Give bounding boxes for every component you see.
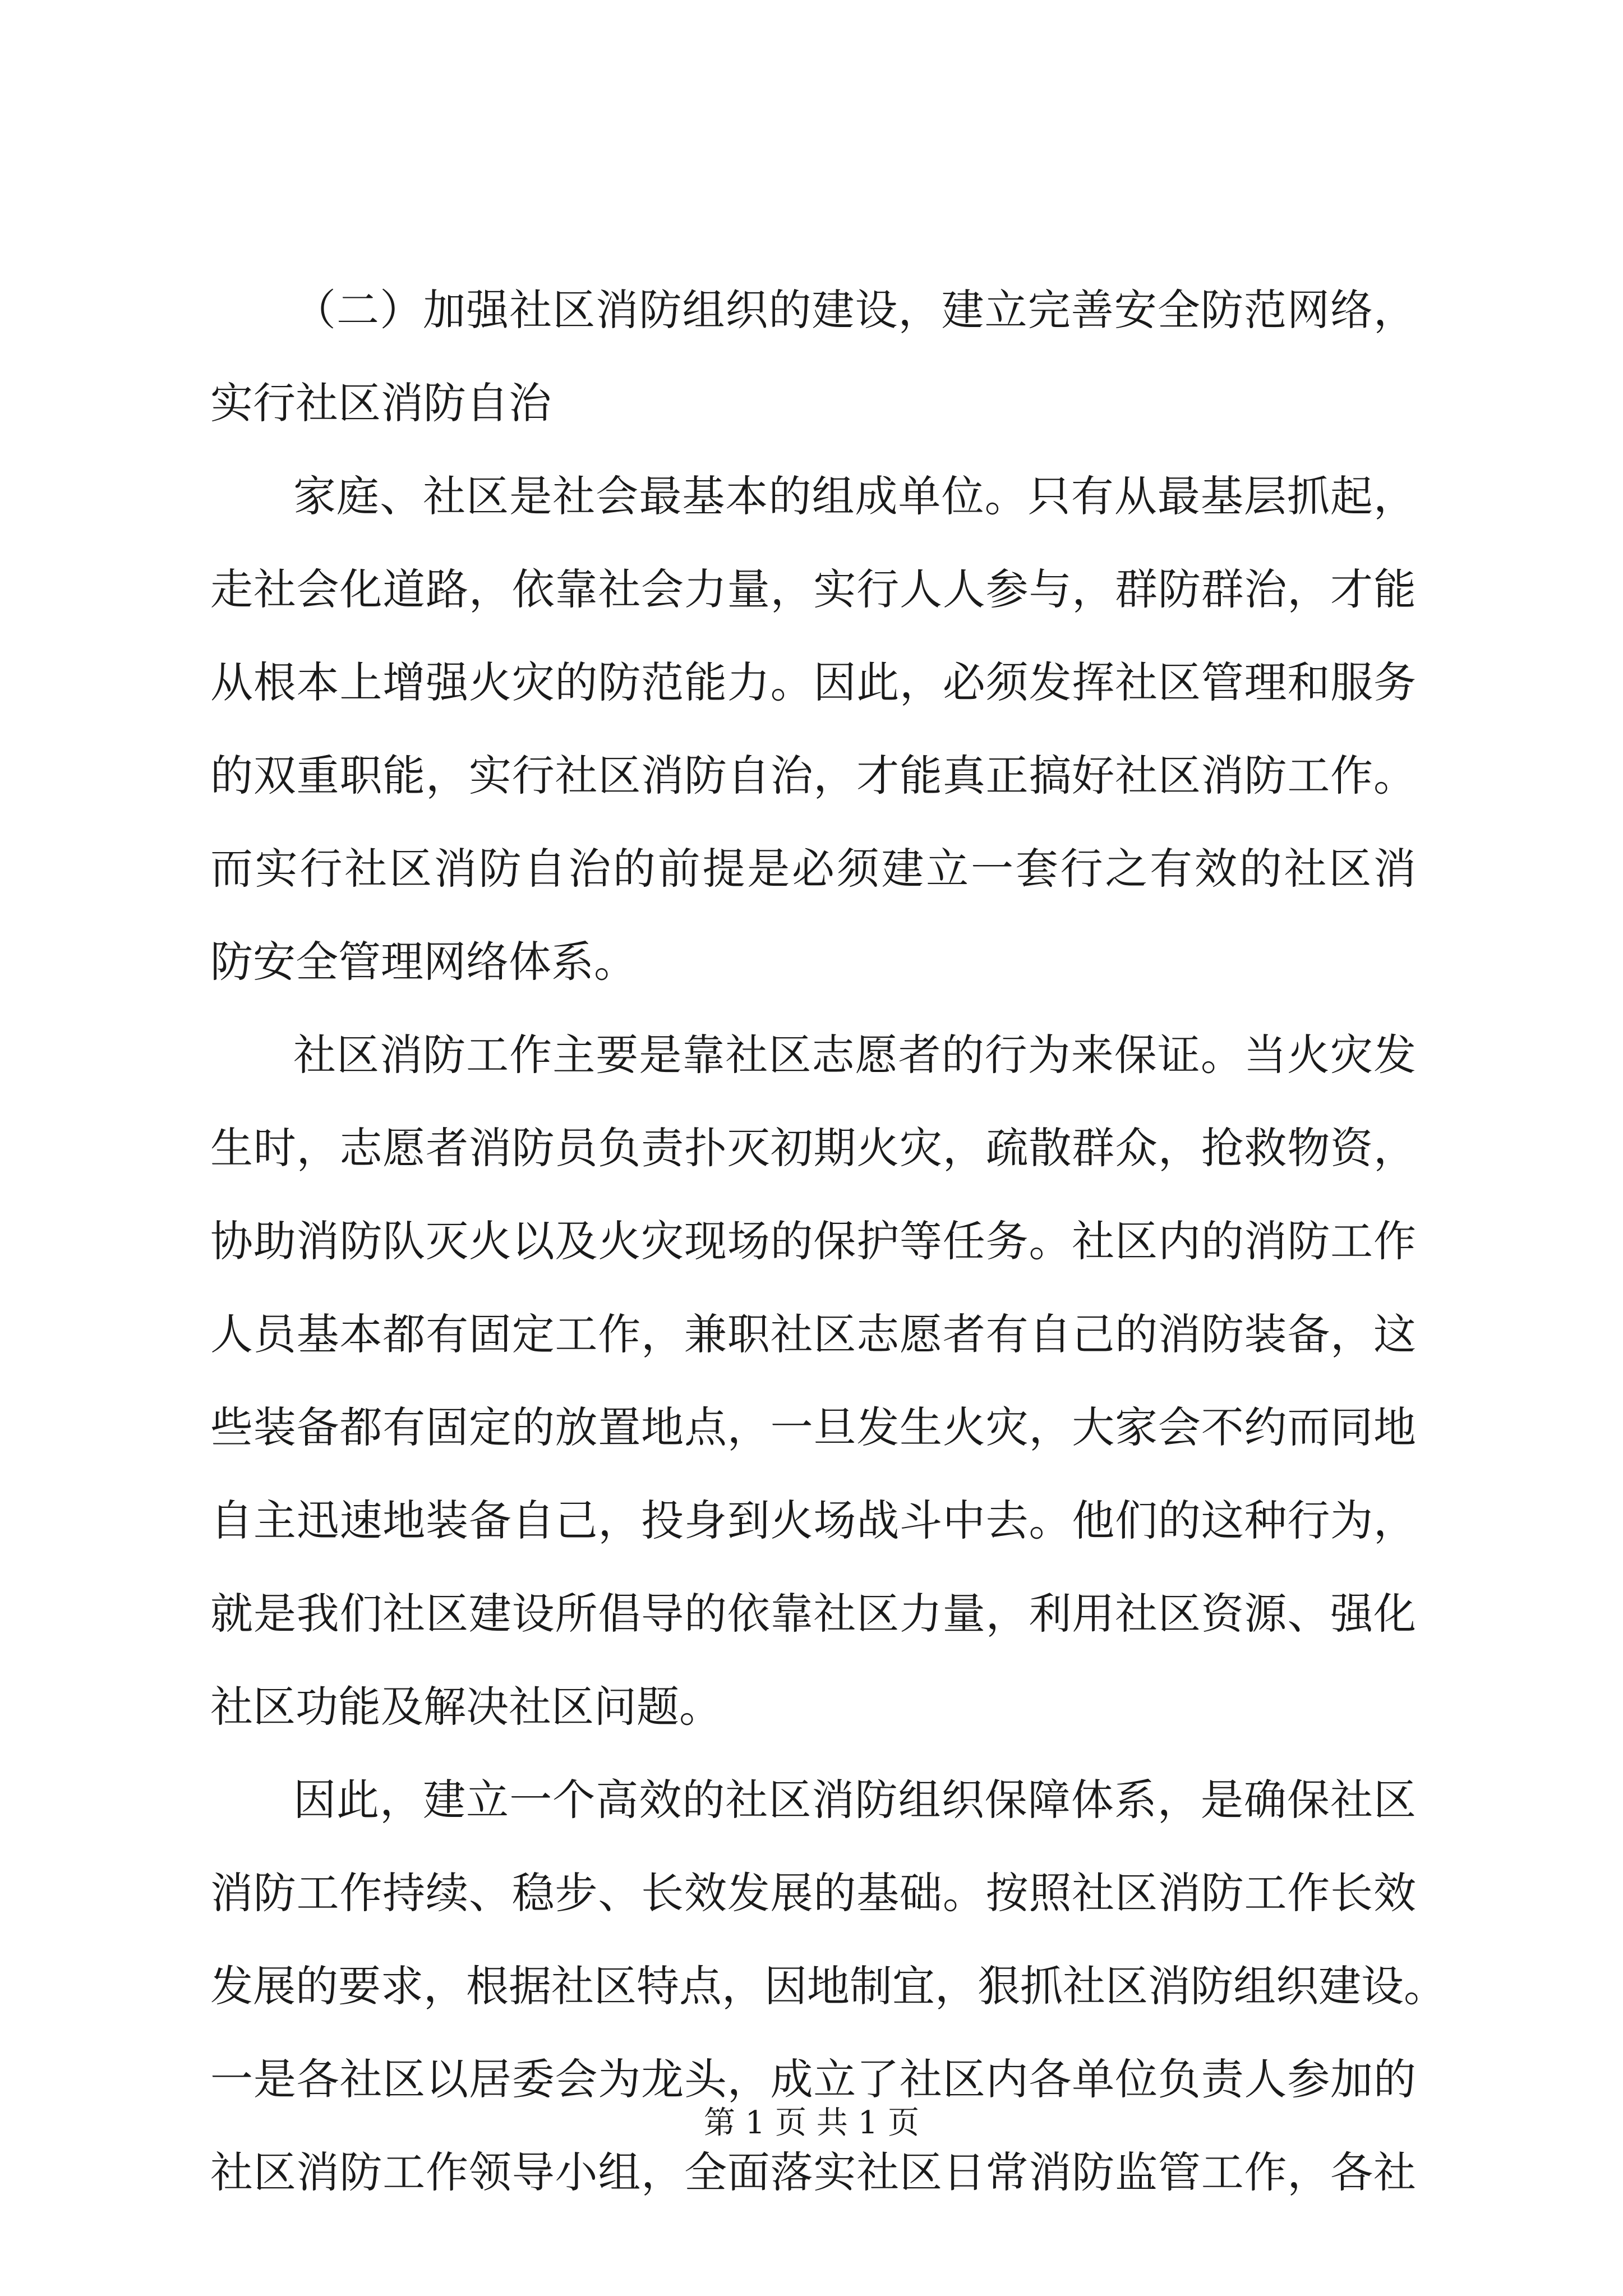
text-line: 从根本上增强火灾的防范能力。因此，必须发挥社区管理和服务	[210, 657, 1416, 707]
text-line: 消防工作持续、稳步、长效发展的基础。按照社区消防工作长效	[210, 1868, 1416, 1918]
text-line: 防安全管理网络体系。	[210, 937, 637, 987]
page-number: 第 1 页 共 1 页	[703, 2105, 920, 2141]
text-line: 社区功能及解决社区问题。	[210, 1682, 722, 1732]
paragraph	[210, 1009, 1416, 1754]
text-line: 社区消防工作主要是靠社区志愿者的行为来保证。当火灾发	[293, 1030, 1416, 1080]
text-line: 而实行社区消防自治的前提是必须建立一套行之有效的社区消	[210, 844, 1416, 894]
text-line: 生时，志愿者消防员负责扑灭初期火灾，疏散群众，抢救物资，	[210, 1123, 1416, 1173]
text-line: 社区消防工作领导小组，全面落实社区日常消防监管工作，各社	[210, 2147, 1416, 2197]
paragraph	[210, 1754, 1446, 2219]
text-line: 就是我们社区建设所倡导的依靠社区力量，利用社区资源、强化	[210, 1589, 1416, 1639]
paragraph	[210, 450, 1416, 1009]
document-body	[210, 264, 1446, 2219]
text-line: （二）加强社区消防组织的建设，建立完善安全防范网络，	[293, 285, 1416, 335]
text-line: 一是各社区以居委会为龙头，成立了社区内各单位负责人参加的	[210, 2054, 1416, 2104]
text-line: 走社会化道路，依靠社会力量，实行人人参与，群防群治，才能	[210, 564, 1416, 614]
page-footer	[0, 2101, 1623, 2146]
text-line: 些装备都有固定的放置地点，一旦发生火灾，大家会不约而同地	[210, 1402, 1416, 1452]
text-line: 发展的要求，根据社区特点，因地制宜，狠抓社区消防组织建设。	[210, 1961, 1446, 2011]
text-line: 实行社区消防自治	[210, 378, 551, 428]
section-heading	[210, 264, 1416, 450]
text-line: 家庭、社区是社会最基本的组成单位。只有从最基层抓起，	[293, 471, 1416, 521]
text-line: 因此，建立一个高效的社区消防组织保障体系，是确保社区	[293, 1775, 1416, 1825]
text-line: 自主迅速地装备自己，投身到火场战斗中去。他们的这种行为，	[210, 1496, 1416, 1545]
text-line: 人员基本都有固定工作，兼职社区志愿者有自己的消防装备，这	[210, 1309, 1416, 1359]
text-line: 协助消防队灭火以及火灾现场的保护等任务。社区内的消防工作	[210, 1216, 1416, 1266]
text-line: 的双重职能，实行社区消防自治，才能真正搞好社区消防工作。	[210, 751, 1416, 800]
